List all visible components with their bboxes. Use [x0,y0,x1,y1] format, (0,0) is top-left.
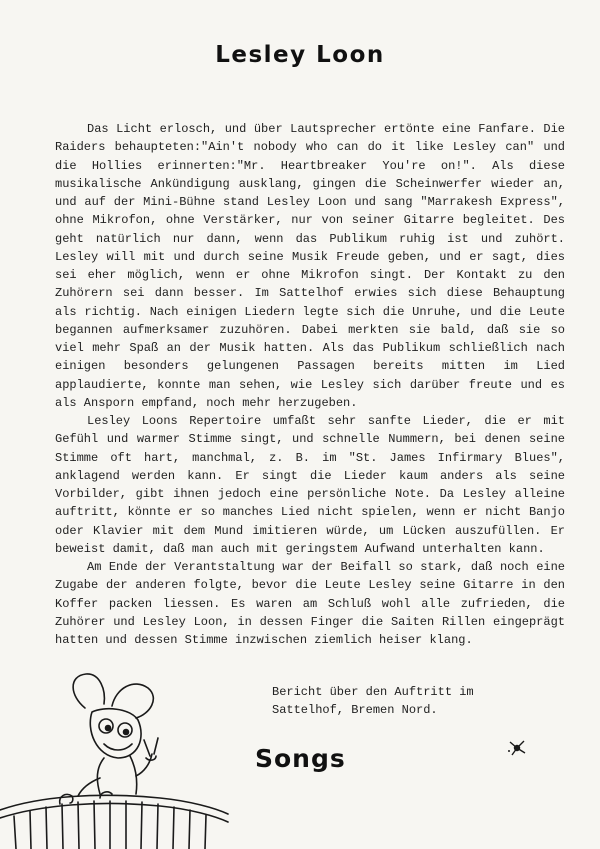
paragraph: Am Ende der Verantstaltung war der Beifall so stark, daß noch eine Zugabe der anderen folgte, bevor die Leute Lesley seine Gitarre in den Koffer packen liessen. Es waren am Schluß wohl alle zufrieden, die Zuhörer und Lesley Loon, in dessen Finger die Saiten Rillen eingeprägt hatten und dessen Stimme inzwischen ziemlich heiser klang. [55,560,565,647]
songs-heading: Songs [255,744,346,773]
cartoon-creature-illustration [0,668,230,849]
report-line: Sattelhof, Bremen Nord. [272,703,438,717]
page-title: Lesley Loon [215,42,385,68]
report-note [272,683,474,719]
article-body [55,120,565,649]
paragraph: Das Licht erlosch, und über Lautsprecher ertönte eine Fanfare. Die Raiders behaupteten:"Ain't nobody who can do it like Lesley can" und die Hollies erinnerten:"Mr. Heartbreaker You're on!". Als diese musikalische Ankündigung ausklang, gingen die Scheinwerfer wieder an, und auf der Mini-Bühne stand Lesley Loon und sang "Marrakesh Express", ohne Mikrofon, ohne Verstärker, nur von seiner Gitarre begleitet. Des geht natürlich nur dann, wenn das Publikum ruhig ist und zuhört. Lesley will mit und durch seine Musik Freude geben, und er sagt, dies sei eher möglich, wenn er ohne Mikrofon singt. Der Kontakt zu den Zuhörern sei dann besser. Im Sattelhof erwies sich diese Behauptung als richtig. Nach einigen Liedern legte sich die Unruhe, und die Leute begannen aufmerksamer zuzuhören. Dabei merkten sie bald, daß sie so viel mehr Spaß an der Musik hatten. Als das Publikum schließlich nach einigen besonders gelungenen Passagen bereits mitten im Lied applaudierte, konnte man sehen, wie Lesley sich darüber freute und es als Ansporn empfand, noch mehr herzugeben. [55,122,565,410]
report-line: Bericht über den Auftritt im [272,685,474,699]
paragraph: Lesley Loons Repertoire umfaßt sehr sanfte Lieder, die er mit Gefühl und warmer Stimme singt, und schnelle Nummern, bei denen seine Stimme oft hart, manchmal, z. B. im "St. James Infirmary Blues", anklagend werden kann. Er singt die Lieder kaum anders als seine Vorbilder, gibt ihnen jedoch eine persönliche Note. Da Lesley alleine auftritt, könnte er so manches Lied nicht spielen, wenn er nicht Banjo oder Klavier mit dem Mund imitieren würde, um Lücken auszufüllen. Er beweist damit, daß man auch mit geringstem Aufwand unterhalten kann. [55,414,565,556]
ink-splatter-mark [506,737,528,759]
